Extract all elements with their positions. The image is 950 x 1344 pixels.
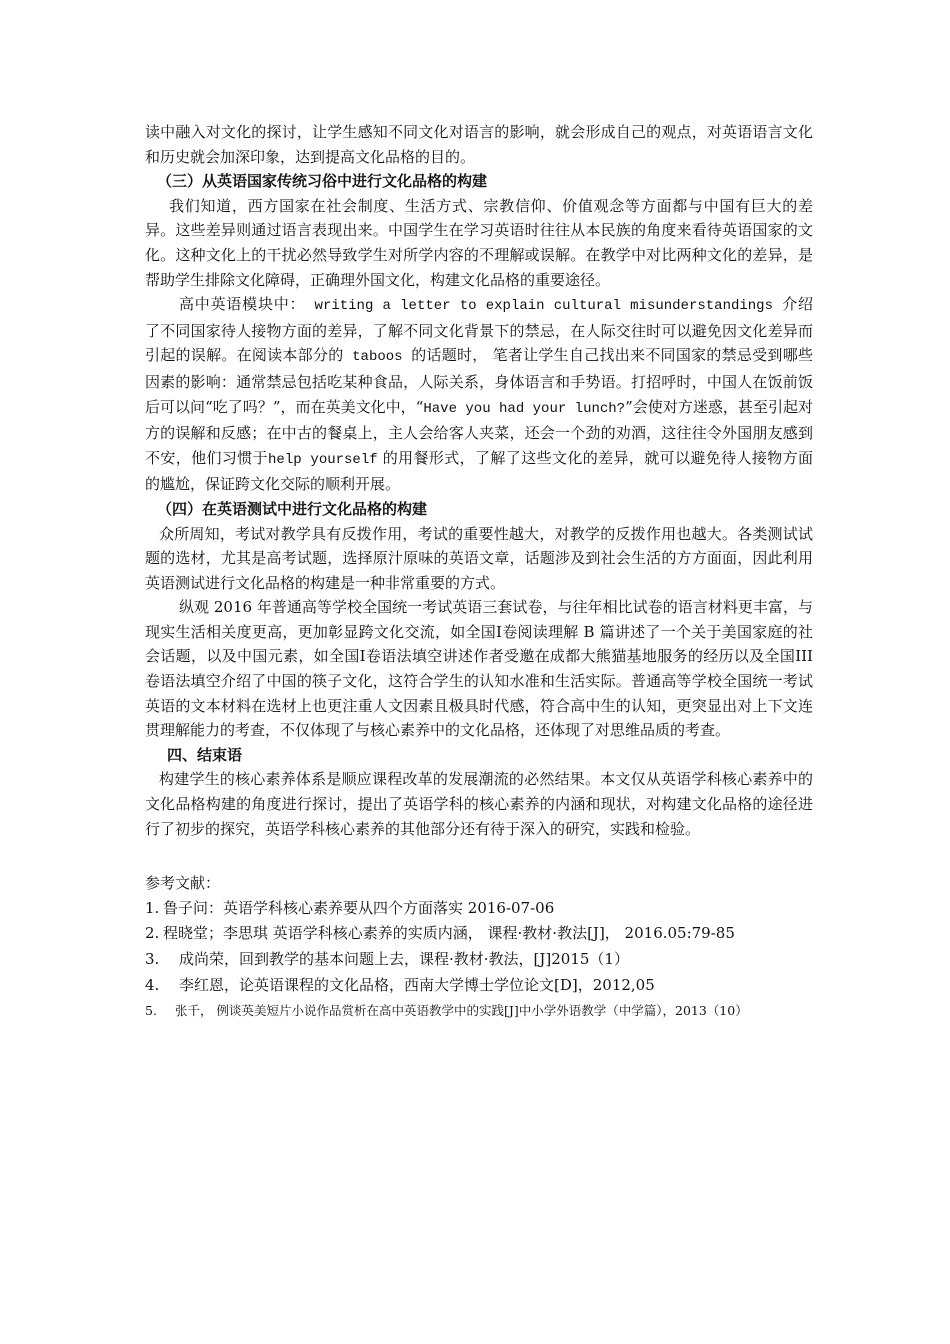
reference-text: 程晓堂；李思琪 英语学科核心素养的实质内涵， 课程·教材·教法[J]， 2016.05:79-85 [163,924,735,943]
paragraph-intro-continuation: 读中融入对文化的探讨，让学生感知不同文化对语言的影响，就会形成自己的观点，对英语语言文化和历史就会加深印象，达到提高文化品格的目的。 [145,123,813,166]
paragraph-cultural-differences: 我们知道，西方国家在社会制度、生活方式、宗教信仰、价值观念等方面都与中国有巨大的差异。这些差异则通过语言表现出来。中国学生在学习英语时往往从本民族的角度来看待英语国家的文化。这种文化上的干扰必然导致学生对所学内容的不理解或误解。在教学中对比两种文化的差异，是帮助学生排除文化障碍，正确理外国文化，构建文化品格的重要途径。 [145,196,813,289]
reference-number: 1. [145,898,160,917]
text-segment: 高中英语模块中： [179,295,306,314]
code-text: taboos [343,349,412,366]
code-text: Have you had your lunch? [423,400,626,417]
paragraph-testing: 众所周知，考试对教学具有反拨作用，考试的重要性越大，对教学的反拨作用也越大。各类测试试题的选材，尤其是高考试题，选择原汁原味的英语文章，话题涉及到社会生活的方方面面，因此利用英语测试进行文化品格的构建是一种非常重要的方式。 [145,524,813,592]
reference-text: 李红恩，论英语课程的文化品格，西南大学博士学位论文[D]，2012,05 [179,975,655,994]
reference-item [145,921,813,947]
reference-number: 3. [145,950,160,968]
text-segment: 的话题时， 笔者让学生自己找出来不同国家的禁忌受到哪些因素的影响：通常禁忌包括吃某种食品，人际关系，身体语言和手势语。打招呼时，中国人在饭前饭后可以问“吃了吗？”，而在英美文化中，“ [145,346,813,416]
section-heading-4: （四）在英语测试中进行文化品格的构建 [157,499,428,518]
text-segment: 的用餐形式，了解了这些文化的差异，就可以避免待人接物方面的尴尬，保证跨文化交际的顺利开展。 [145,448,813,494]
reference-text: 鲁子问：英语学科核心素养要从四个方面落实 2016-07-06 [163,898,555,917]
paragraph-conclusion: 构建学生的核心素养体系是顺应课程改革的发展潮流的必然结果。本文仅从英语学科核心素养中的文化品格构建的角度进行探讨，提出了英语学科的核心素养的内涵和现状，对构建文化品格的途径进行了初步的探究，英语学科核心素养的其他部分还有待于深入的研究，实践和检验。 [145,770,813,838]
reference-item [145,947,813,973]
document-body [145,120,813,1024]
conclusion-heading: 四、结束语 [167,745,243,764]
spacer [145,841,813,867]
reference-text: 张千， 例谈英美短片小说作品赏析在高中英语教学中的实践[J]中小学外语教学（中学篇），2013（10） [175,1003,748,1019]
reference-item [145,998,813,1024]
references-title: 参考文献： [145,874,221,893]
reference-number: 5. [145,1003,157,1019]
text-segment: ”会使对方迷惑，甚至引起对方的误解和反感；在中古的餐桌上，主人会给客人夹菜，还会一个劲的劝酒，这往往令外国朋友感到不安，他们习惯于 [145,397,813,467]
reference-item [145,896,813,922]
reference-item [145,973,813,999]
reference-number: 2. [145,924,160,943]
code-text: help yourself [268,451,378,468]
paragraph-module-example [145,292,813,497]
reference-text: 成尚荣，回到教学的基本问题上去，课程·教材·教法，[J]2015（1） [179,950,629,968]
text-segment: 介绍了不同国家待人接物方面的差异，了解不同文化背景下的禁忌，在人际交往时可以避免因文化差异而引起的误解。在阅读本部分的 [145,295,813,365]
code-text: writing a letter to explain cultural misunderstandings [305,298,783,315]
section-heading-3: （三）从英语国家传统习俗中进行文化品格的构建 [157,172,488,191]
reference-number: 4. [145,975,160,994]
paragraph-2016-exam: 纵观 2016 年普通高等学校全国统一考试英语三套试卷，与往年相比试卷的语言材料更丰富，与现实生活相关度更高，更加彰显跨文化交流，如全国I卷阅读理解 B 篇讲述了一个关于美国家庭的社会话题，以及中国元素，如全国I卷语法填空讲述作者受邀在成都大熊猫基地服务的经历以及全国III卷语法填空介绍了中国的筷子文化，这符合学生的认知水准和生活实际。普通高等学校全国统一考试英语的文本材料在选材上也更注重人文因素且极具时代感，符合高中生的认知，更突显出对上下文连贯理解能力的考查，不仅体现了与核心素养中的文化品格，还体现了对思维品质的考查。 [145,598,813,740]
